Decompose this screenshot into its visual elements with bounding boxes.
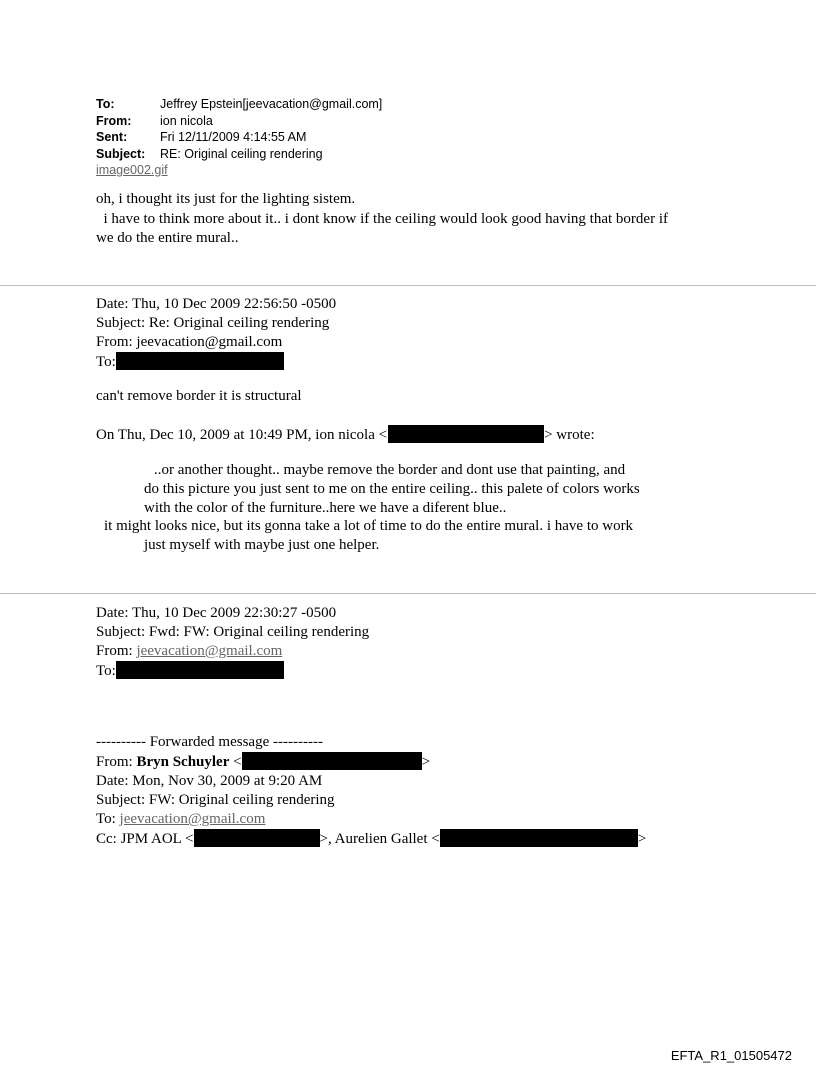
message-3-to-label: To: bbox=[96, 663, 116, 679]
quote-intro bbox=[96, 425, 595, 445]
message-line: oh, i thought its just for the lighting sistem. bbox=[96, 191, 356, 207]
forwarded-cc bbox=[96, 829, 646, 849]
forwarded-subject: Subject: FW: Original ceiling rendering bbox=[96, 792, 335, 808]
forwarded-to-label: To: bbox=[96, 811, 120, 827]
redaction-block bbox=[116, 661, 284, 679]
message-2-date: Date: Thu, 10 Dec 2009 22:56:50 -0500 bbox=[96, 296, 337, 312]
message-2-subject: Subject: Re: Original ceiling rendering bbox=[96, 315, 330, 331]
quote-line: do this picture you just sent to me on the entire ceiling.. this palete of colors works bbox=[144, 481, 640, 497]
message-2-to-label: To: bbox=[96, 354, 116, 370]
subject-value: RE: Original ceiling rendering bbox=[160, 146, 323, 161]
forwarded-from-close: > bbox=[421, 754, 431, 770]
document-id: EFTA_R1_01505472 bbox=[670, 1048, 792, 1063]
message-line: we do the entire mural.. bbox=[96, 230, 239, 246]
redaction-block bbox=[116, 352, 284, 370]
message-3-header bbox=[96, 604, 369, 681]
forwarded-to-email-link[interactable]: jeevacation@gmail.com bbox=[119, 811, 266, 827]
redaction-block bbox=[440, 829, 638, 847]
redaction-block bbox=[242, 752, 422, 770]
message-2-from: From: jeevacation@gmail.com bbox=[96, 334, 283, 350]
forwarded-cc-mid: >, Aurelien Gallet < bbox=[319, 831, 440, 847]
forwarded-from bbox=[96, 752, 646, 772]
sent-value: Fri 12/11/2009 4:14:55 AM bbox=[160, 130, 307, 144]
email-header bbox=[96, 96, 382, 179]
forwarded-date: Date: Mon, Nov 30, 2009 at 9:20 AM bbox=[96, 773, 323, 789]
header-attachment-row bbox=[96, 162, 382, 179]
quote-line: it might looks nice, but its gonna take a lot of time to do the entire mural. i have to work bbox=[104, 518, 634, 534]
message-3-from-label: From: bbox=[96, 643, 137, 659]
forwarded-from-name: Bryn Schuyler bbox=[136, 754, 230, 770]
forwarded-message bbox=[96, 733, 646, 849]
message-3-date: Date: Thu, 10 Dec 2009 22:30:27 -0500 bbox=[96, 605, 337, 621]
forwarded-from-open: < bbox=[229, 754, 242, 770]
from-value: ion nicola bbox=[160, 113, 213, 128]
message-2-to bbox=[96, 352, 336, 372]
message-3-to bbox=[96, 661, 369, 681]
from-label: From: bbox=[96, 113, 132, 128]
message-body-1 bbox=[96, 190, 736, 249]
divider bbox=[0, 285, 816, 286]
subject-label: Subject: bbox=[96, 146, 146, 161]
quote-line: just myself with maybe just one helper. bbox=[144, 537, 380, 553]
message-line: i have to think more about it.. i dont know if the ceiling would look good having that border if bbox=[96, 210, 668, 227]
divider bbox=[0, 593, 816, 594]
header-from-row bbox=[96, 113, 382, 130]
to-value: Jeffrey Epstein[jeevacation@gmail.com] bbox=[160, 97, 383, 111]
header-to-row bbox=[96, 96, 382, 113]
message-3-from bbox=[96, 642, 369, 661]
header-sent-row bbox=[96, 129, 382, 146]
forwarded-from-label: From: bbox=[96, 754, 137, 770]
quote-line: with the color of the furniture..here we have a diferent blue.. bbox=[144, 500, 507, 516]
to-label: To: bbox=[96, 97, 115, 111]
message-2-header bbox=[96, 295, 336, 372]
sent-label: Sent: bbox=[96, 130, 128, 144]
quote-line: ..or another thought.. maybe remove the border and dont use that painting, and bbox=[154, 462, 626, 478]
header-subject-row bbox=[96, 146, 382, 163]
quote-intro-wrote: > wrote: bbox=[544, 427, 595, 443]
message-2-body: can't remove border it is structural bbox=[96, 388, 302, 404]
forwarded-cc-text: Cc: JPM AOL < bbox=[96, 831, 194, 847]
attachment-link[interactable]: image002.gif bbox=[96, 163, 168, 177]
forwarded-to bbox=[96, 810, 646, 829]
redaction-block bbox=[194, 829, 320, 847]
message-3-from-email-link[interactable]: jeevacation@gmail.com bbox=[136, 643, 283, 659]
quote-intro-text: On Thu, Dec 10, 2009 at 10:49 PM, ion nicola < bbox=[96, 427, 388, 443]
redaction-block bbox=[388, 425, 544, 443]
forwarded-cc-close: > bbox=[637, 831, 647, 847]
forwarded-separator: ---------- Forwarded message ---------- bbox=[96, 734, 323, 750]
message-3-subject: Subject: Fwd: FW: Original ceiling rendering bbox=[96, 624, 370, 640]
